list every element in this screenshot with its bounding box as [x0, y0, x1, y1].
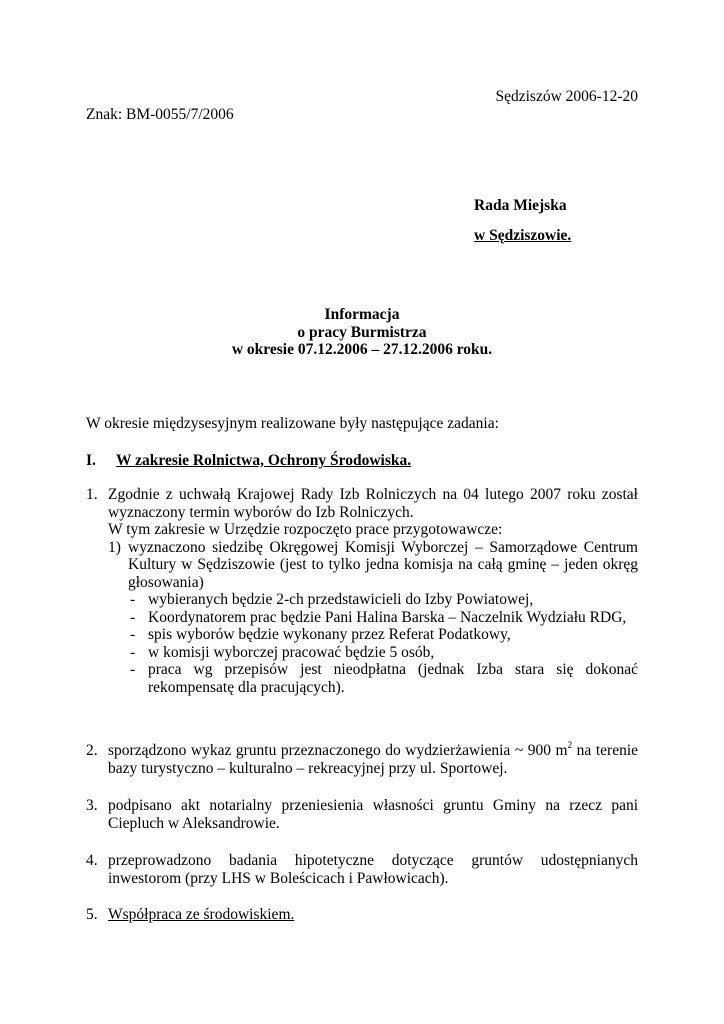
bullet-text: Koordynatorem prac będzie Pani Halina Barska – Naczelnik Wydziału RDG,	[148, 608, 627, 626]
sub-item-number: 1)	[108, 538, 121, 556]
bullet-item	[128, 609, 638, 627]
bullet-text: w komisji wyborczej pracować będzie 5 osób,	[148, 643, 435, 661]
sub-item-text: wyznaczono siedzibę Okręgowej Komisji Wyborczej – Samorządowe Centrum Kultury w Sędziszowie (jest to tylko jedna komisja na całą gminę – jeden okręg głosowania)	[128, 538, 638, 591]
bullet-text: praca wg przepisów jest nieodpłatna (jednak Izba stara się dokonać rekompensatę dla pracujących).	[148, 661, 638, 696]
list-item-5	[86, 906, 638, 924]
document-title	[86, 306, 638, 359]
bullet-marker: -	[130, 626, 136, 643]
bullet-list	[128, 591, 638, 696]
title-line-2: o pracy Burmistrza	[297, 323, 427, 341]
superscript: 2	[567, 740, 573, 750]
section-number: I.	[86, 452, 96, 469]
bullet-item	[128, 626, 638, 644]
item-text-main: sporządzono wykaz gruntu przeznaczonego do wydzierżawienia ~ 900 m	[108, 742, 568, 759]
title-line-1: Informacja	[324, 306, 400, 323]
item-number: 1.	[86, 486, 98, 503]
item-text-continued: W tym zakresie w Urzędzie rozpoczęto prace przygotowawcze:	[108, 521, 503, 538]
bullet-marker: -	[130, 643, 136, 661]
bullet-marker: -	[130, 591, 136, 608]
title-line-3: w okresie 07.12.2006 – 27.12.2006 roku.	[231, 341, 493, 358]
bullet-item	[128, 644, 638, 662]
list-item-4	[86, 852, 638, 887]
bullet-marker: -	[130, 661, 136, 678]
bullet-text: wybieranych będzie 2-ch przedstawicieli do Izby Powiatowej,	[148, 591, 534, 608]
item-text: Współpraca ze środowiskiem.	[108, 906, 295, 923]
item-number: 4.	[86, 852, 98, 869]
bullet-item	[128, 661, 638, 696]
section-title: W zakresie Rolnictwa, Ochrony Środowiska.	[116, 452, 412, 469]
item-text-end: na terenie bazy turystyczno – kulturalno – rekreacyjnej przy ul. Sportowej.	[108, 742, 639, 777]
addressee-line-1: Rada Miejska	[474, 197, 567, 214]
list-item-1	[86, 486, 638, 696]
item-number: 5.	[86, 906, 98, 923]
item-text: podpisano akt notarialny przeniesienia własności gruntu Gminy na rzecz pani Ciepluch w Aleksandrowie.	[108, 797, 638, 832]
bullet-marker: -	[130, 608, 136, 626]
item-text: Zgodnie z uchwałą Krajowej Rady Izb Rolniczych na 04 lutego 2007 roku został wyznaczony termin wyborów do Izb Rolniczych.	[108, 486, 638, 521]
section-heading	[86, 452, 411, 470]
bullet-item	[128, 591, 638, 609]
bullet-text: spis wyborów będzie wykonany przez Referat Podatkowy,	[148, 626, 511, 643]
item-number: 2.	[86, 742, 98, 759]
item-text: przeprowadzono badania hipotetyczne dotyczące gruntów udostępnianych inwestorom (przy LHS w Boleścicach i Pawłowicach).	[108, 852, 638, 887]
item-number: 3.	[86, 797, 98, 814]
sub-item	[108, 539, 638, 697]
list-item-2	[86, 742, 638, 777]
intro-text: W okresie międzysesyjnym realizowane były następujące zadania:	[86, 415, 499, 432]
addressee-line-2: w Sędziszowie.	[474, 227, 572, 244]
place-date: Sędziszów 2006-12-20	[495, 88, 638, 105]
reference-number: Znak: BM-0055/7/2006	[86, 106, 234, 123]
list-item-3	[86, 797, 638, 832]
item-text	[108, 742, 638, 777]
